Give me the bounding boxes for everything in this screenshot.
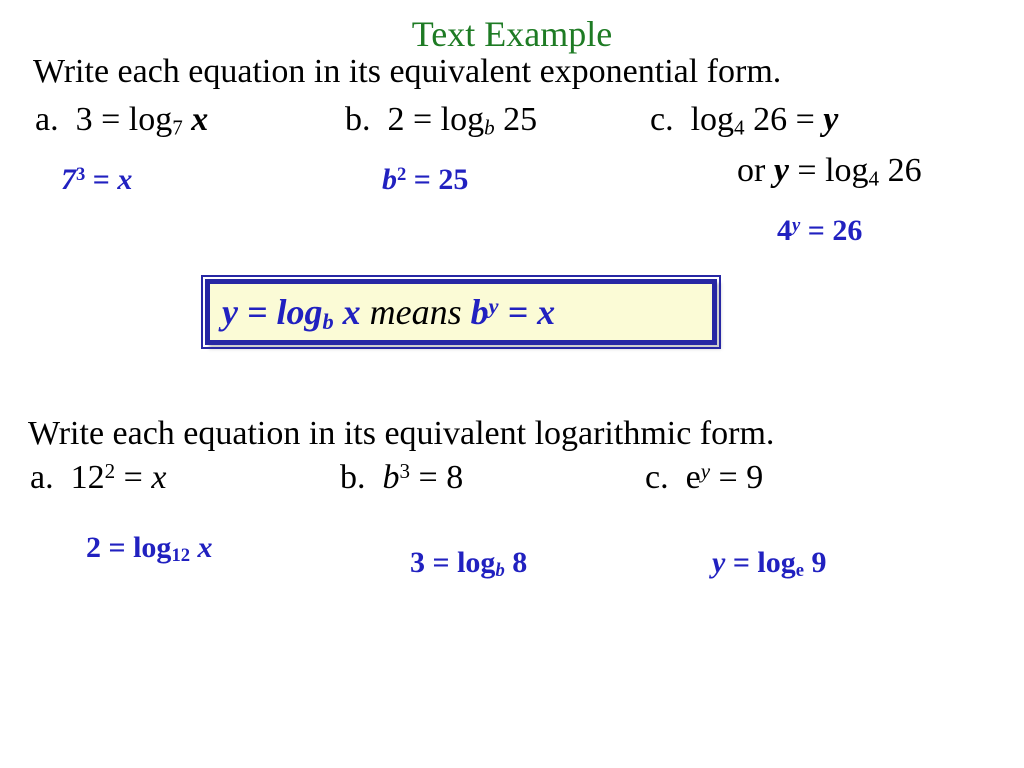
- section2-heading: Write each equation in its equivalent logarithmic form.: [28, 415, 775, 452]
- answer-2c: y = loge 9: [712, 546, 827, 582]
- formula-box: [205, 279, 717, 345]
- problem-2b: b. $b^3 = 8$: [340, 458, 464, 496]
- answer-1b: $b^2 = 25$: [382, 163, 469, 196]
- answer-1c-or-line: or y = log4 26: [737, 152, 922, 191]
- problem-2a: a. $12^2 = x$: [30, 458, 167, 496]
- answer-2a: 2 = log12 x: [86, 531, 213, 567]
- answer-1c: $4^y = 26$: [777, 214, 863, 247]
- slide-title: Text Example: [411, 14, 613, 54]
- problem-1b: b. 2 = logb 25: [345, 101, 538, 140]
- section1-heading: Write each equation in its equivalent exponential form.: [33, 53, 782, 90]
- answer-1a: $7^3 = x$: [61, 163, 133, 196]
- problem-2c: c. $e^y = 9$: [645, 458, 764, 496]
- problem-1a: a. 3 = log7 x: [35, 101, 209, 140]
- answer-2b: 3 = logb 8: [410, 546, 528, 582]
- formula-box-text: y = logb x means $b^y = x$: [222, 292, 556, 334]
- problem-1c: c. log4 26 = y: [650, 101, 839, 140]
